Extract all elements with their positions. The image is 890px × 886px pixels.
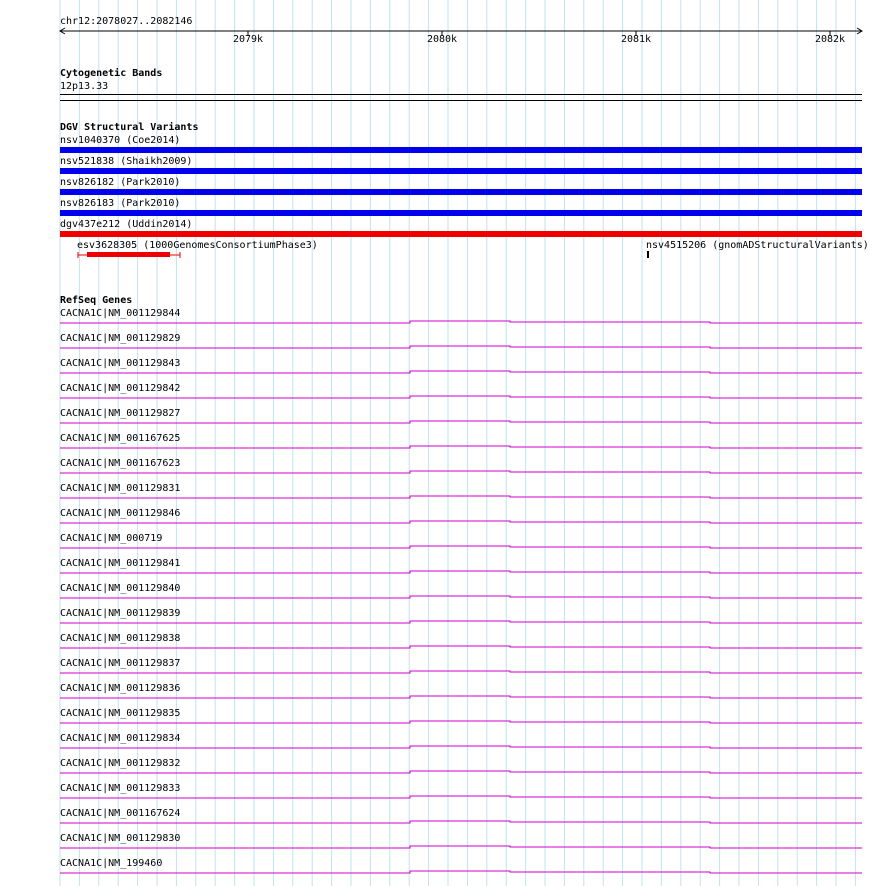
gene-structure[interactable] <box>60 744 862 750</box>
dgv-feature-label[interactable]: dgv437e212 (Uddin2014) <box>60 219 193 230</box>
gene-label[interactable]: CACNA1C|NM_001167623 <box>60 458 181 469</box>
gene-label[interactable]: CACNA1C|NM_001129838 <box>60 633 181 644</box>
gene-structure[interactable] <box>60 469 862 475</box>
gene-structure[interactable] <box>60 369 862 375</box>
cytoband-track-title: Cytogenetic Bands <box>60 68 163 79</box>
cytoband-label: 12p13.33 <box>60 81 109 92</box>
gene-structure[interactable] <box>60 694 862 700</box>
gene-structure[interactable] <box>60 869 862 875</box>
dgv-feature-label[interactable]: nsv826183 (Park2010) <box>60 198 181 209</box>
gene-structure[interactable] <box>60 844 862 850</box>
gene-structure[interactable] <box>60 419 862 425</box>
gene-label[interactable]: CACNA1C|NM_001129831 <box>60 483 181 494</box>
dgv-feature-bar[interactable] <box>60 168 862 174</box>
gene-structure[interactable] <box>60 619 862 625</box>
gene-structure[interactable] <box>60 669 862 675</box>
gene-label[interactable]: CACNA1C|NM_001129841 <box>60 558 181 569</box>
gene-label[interactable]: CACNA1C|NM_001129842 <box>60 383 181 394</box>
gene-structure[interactable] <box>60 344 862 350</box>
dgv-feature-label[interactable]: nsv521838 (Shaikh2009) <box>60 156 193 167</box>
gene-structure[interactable] <box>60 319 862 325</box>
gene-label[interactable]: CACNA1C|NM_001129837 <box>60 658 181 669</box>
esv-feature-label[interactable]: esv3628305 (1000GenomesConsortiumPhase3) <box>77 240 318 251</box>
gene-label[interactable]: CACNA1C|NM_001129829 <box>60 333 181 344</box>
gene-label[interactable]: CACNA1C|NM_001129835 <box>60 708 181 719</box>
nsv-feature-mark[interactable] <box>647 251 649 258</box>
dgv-feature-bar[interactable] <box>60 210 862 216</box>
gene-label[interactable]: CACNA1C|NM_001129843 <box>60 358 181 369</box>
gene-structure[interactable] <box>60 394 862 400</box>
dgv-track-title: DGV Structural Variants <box>60 122 199 133</box>
gene-structure[interactable] <box>60 444 862 450</box>
gene-label[interactable]: CACNA1C|NM_001129836 <box>60 683 181 694</box>
gene-structure[interactable] <box>60 644 862 650</box>
ruler-tick-label: 2082k <box>814 34 846 45</box>
dgv-feature-bar[interactable] <box>60 147 862 153</box>
gene-label[interactable]: CACNA1C|NM_001167625 <box>60 433 181 444</box>
gene-structure[interactable] <box>60 494 862 500</box>
gene-label[interactable]: CACNA1C|NM_001129846 <box>60 508 181 519</box>
dgv-feature-bar[interactable] <box>60 189 862 195</box>
cytoband-top-line <box>60 94 862 95</box>
gene-label[interactable]: CACNA1C|NM_001129830 <box>60 833 181 844</box>
gene-structure[interactable] <box>60 544 862 550</box>
gene-structure[interactable] <box>60 769 862 775</box>
gene-label[interactable]: CACNA1C|NM_001129840 <box>60 583 181 594</box>
esv-feature-glyph[interactable] <box>75 250 185 260</box>
dgv-feature-label[interactable]: nsv826182 (Park2010) <box>60 177 181 188</box>
gene-label[interactable]: CACNA1C|NM_001129827 <box>60 408 181 419</box>
dgv-feature-bar[interactable] <box>60 231 862 237</box>
gene-label[interactable]: CACNA1C|NM_001129832 <box>60 758 181 769</box>
gene-structure[interactable] <box>60 594 862 600</box>
gene-label[interactable]: CACNA1C|NM_001129834 <box>60 733 181 744</box>
gene-label[interactable]: CACNA1C|NM_199460 <box>60 858 163 869</box>
gene-structure[interactable] <box>60 719 862 725</box>
gene-structure[interactable] <box>60 794 862 800</box>
gene-label[interactable]: CACNA1C|NM_001129844 <box>60 308 181 319</box>
nsv-feature-label[interactable]: nsv4515206 (gnomADStructuralVariants) <box>646 240 869 251</box>
gene-structure[interactable] <box>60 569 862 575</box>
gene-structure[interactable] <box>60 519 862 525</box>
cytoband-bottom-line <box>60 100 862 101</box>
ruler-tick-label: 2081k <box>620 34 652 45</box>
dgv-feature-label[interactable]: nsv1040370 (Coe2014) <box>60 135 181 146</box>
gene-label[interactable]: CACNA1C|NM_001167624 <box>60 808 181 819</box>
refseq-track-title: RefSeq Genes <box>60 295 133 306</box>
ruler-position: chr12:2078027..2082146 <box>60 16 193 27</box>
gene-label[interactable]: CACNA1C|NM_000719 <box>60 533 163 544</box>
ruler-tick-label: 2079k <box>232 34 264 45</box>
gene-label[interactable]: CACNA1C|NM_001129833 <box>60 783 181 794</box>
ruler-tick-label: 2080k <box>426 34 458 45</box>
gene-label[interactable]: CACNA1C|NM_001129839 <box>60 608 181 619</box>
gene-structure[interactable] <box>60 819 862 825</box>
